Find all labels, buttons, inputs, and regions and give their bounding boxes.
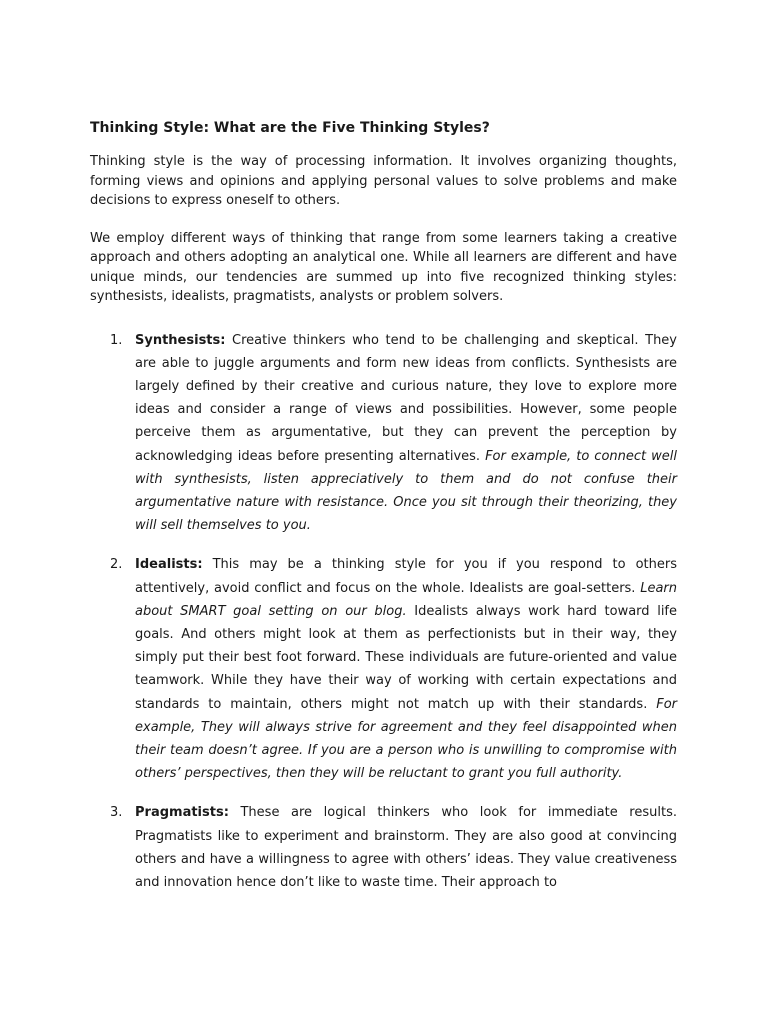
list-item-pragmatists xyxy=(90,801,677,894)
style-term: Synthesists: xyxy=(135,332,226,348)
style-description: Creative thinkers who tend to be challenging and skeptical. They are able to juggle arguments and form new ideas from conflicts. Synthesists are largely defined by their creative and curious nature, they love to explore more ideas and consider a range of views and possibilities. However, some people perceive them as argumentative, but they can prevent the perception by acknowledging ideas before presenting alternatives. xyxy=(135,332,677,464)
style-description: This may be a thinking style for you if you respond to others attentively, avoid conflict and focus on the whole. Idealists are goal-setters. xyxy=(135,557,677,596)
list-number: 1. xyxy=(110,332,123,348)
list-item-idealists xyxy=(90,553,677,785)
style-example: For example, to connect well with synthesists, listen appreciatively to them and do not confuse their argumentative nature with resistance. Once you sit through their theorizing, they will sell themselves to you. xyxy=(135,448,677,534)
overview-paragraph: We employ different ways of thinking that range from some learners taking a creative approach and others adopting an analytical one. While all learners are different and have unique minds, our tendencies are summed up into five recognized thinking styles: synthesists, idealists, pragmatists, analysts or problem solvers. xyxy=(90,230,677,304)
goal-setting-note: Learn about SMART goal setting on our blog. xyxy=(135,580,677,619)
style-description-continued: Idealists always work hard toward life goals. And others might look at them as perfectionists but in their way, they simply put their best foot forward. These individuals are future-oriented and value teamwork. While they have their way of working with certain expectations and standards to maintain, others might not match up with their standards. xyxy=(135,603,677,712)
document-page xyxy=(90,118,677,910)
style-example: For example, They will always strive for agreement and they feel disappointed when their team doesn’t agree. If you are a person who is unwilling to compromise with others’ perspectives, then they will be reluctant to grant you full authority. xyxy=(135,696,677,782)
document-title: Thinking Style: What are the Five Thinking Styles? xyxy=(90,120,490,136)
thinking-styles-list xyxy=(90,329,677,895)
style-description: These are logical thinkers who look for immediate results. Pragmatists like to experiment and brainstorm. They are also good at convincing others and have a willingness to agree with others’ ideas. They value creativeness and innovation hence don’t like to waste time. Their approach to xyxy=(135,805,677,890)
list-number: 3. xyxy=(110,805,123,821)
intro-paragraph: Thinking style is the way of processing information. It involves organizing thoughts, forming views and opinions and applying personal values to solve problems and make decisions to express oneself to others. xyxy=(90,154,677,208)
list-number: 2. xyxy=(110,557,123,573)
style-term: Idealists: xyxy=(135,557,203,573)
style-term: Pragmatists: xyxy=(135,805,229,821)
list-item-synthesists xyxy=(90,329,677,538)
